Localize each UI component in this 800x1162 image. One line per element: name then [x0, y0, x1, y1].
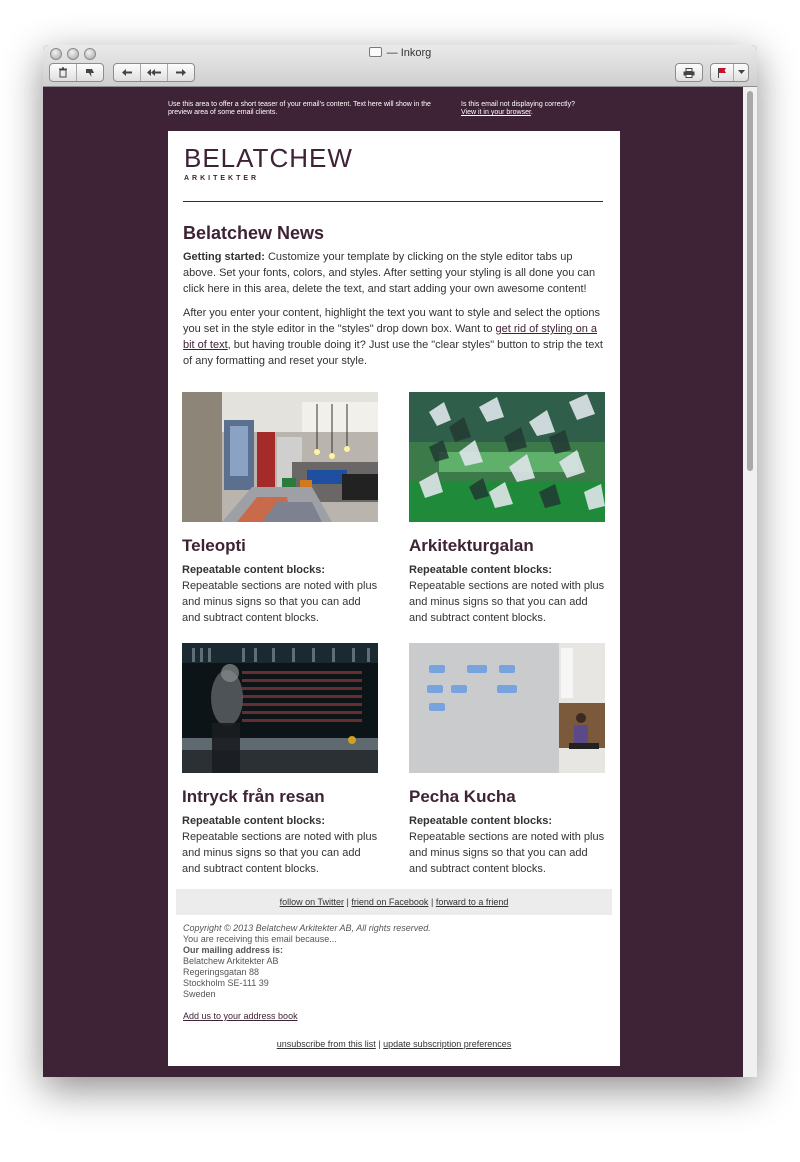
newsletter-headline: Belatchew News [183, 223, 325, 243]
address-line: Sweden [183, 989, 216, 999]
copyright-text: Copyright © 2013 Belatchew Arkitekter AB, All rights reserved. [183, 923, 431, 933]
view-in-browser-link[interactable]: View it in your browser [461, 109, 531, 116]
flag-dropdown-button[interactable] [734, 64, 748, 81]
add-to-address-book-link[interactable]: Add us to your address book [183, 1011, 298, 1021]
card-text: Repeatable content blocks: Repeatable sections are noted with plus and minus signs so that you can add and subtract content blocks. [409, 564, 605, 624]
reply-all-icon [146, 68, 162, 77]
logo-name: BELATCHEW [184, 143, 353, 173]
intro-text: Customize your template by clicking on the style editor tabs up above. Set your fonts, colors, and styles. After setting your styling is all done you can click here in this area, delete the text, and start adding your own awesome content! [183, 251, 596, 295]
update-preferences-link[interactable]: update subscription preferences [383, 1039, 512, 1049]
vertical-scrollbar[interactable] [743, 87, 757, 1077]
content-card-arkitekturgalan [409, 392, 606, 626]
card-title: Pecha Kucha [409, 787, 516, 806]
teleopti-photo [182, 392, 378, 522]
reply-icon [121, 68, 133, 77]
printer-icon [683, 68, 695, 78]
intryck-photo [182, 643, 378, 773]
card-title: Arkitekturgalan [409, 536, 534, 555]
friend-on-facebook-link[interactable]: friend on Facebook [351, 897, 429, 907]
delete-junk-group [49, 63, 104, 82]
arkitekturgalan-photo [409, 392, 605, 522]
preheader-browser: Is this email not displaying correctly? View it in your browser. [461, 101, 621, 117]
address-line: Belatchew Arkitekter AB [183, 956, 279, 966]
flag-icon [717, 67, 727, 78]
header-divider [183, 201, 603, 202]
receiving-text: You are receiving this email because... [183, 934, 337, 944]
trash-icon [58, 67, 68, 78]
scrollbar-thumb[interactable] [747, 91, 753, 471]
address-line: Stockholm SE-111 39 [183, 978, 269, 988]
styles-paragraph: After you enter your content, highlight the text you want to style and select the options you set in the style editor in the "styles" drop down box. Want to get rid of styling on a bit of text, but having trouble doing it? Just use the "clear styles" button to strip the text of any formatting and reset your style. [183, 307, 603, 367]
thumbs-down-icon [85, 68, 96, 78]
print-group [675, 63, 703, 82]
unsubscribe-link[interactable]: unsubscribe from this list [276, 1039, 376, 1049]
not-displaying-text: Is this email not displaying correctly? [461, 101, 575, 108]
forward-button[interactable] [168, 64, 194, 81]
chevron-down-icon [738, 70, 745, 75]
social-links-bar: follow on Twitter | friend on Facebook | forward to a friend [176, 889, 612, 915]
window-title-area [43, 47, 757, 59]
flag-button[interactable] [711, 64, 734, 81]
card-title: Intryck från resan [182, 787, 325, 806]
follow-on-twitter-link[interactable]: follow on Twitter [279, 897, 344, 907]
mailing-address-label: Our mailing address is: [183, 945, 284, 955]
logo-subtitle: ARKITEKTER [184, 175, 260, 182]
content-card-intryck [182, 643, 379, 877]
content-card-pecha-kucha [409, 643, 606, 877]
intro-paragraph [183, 249, 605, 297]
flag-group [710, 63, 749, 82]
delete-button[interactable] [50, 64, 77, 81]
logo [184, 143, 353, 182]
pecha-kucha-photo [409, 643, 605, 773]
reply-all-button[interactable] [141, 64, 168, 81]
email-body [168, 131, 620, 1066]
window-title: — Inkorg [386, 47, 432, 59]
card-title: Teleopti [182, 536, 246, 555]
title-bar [43, 45, 757, 87]
card-text: Repeatable content blocks: Repeatable sections are noted with plus and minus signs so that you can add and subtract content blocks. [182, 564, 378, 624]
footer [183, 923, 603, 1022]
unsubscribe-row: unsubscribe from this list | update subscription preferences [276, 1039, 512, 1049]
forward-icon [175, 68, 187, 77]
mail-window [43, 45, 757, 1077]
print-button[interactable] [676, 64, 702, 81]
content-card-teleopti [182, 392, 379, 626]
intro-bold: Getting started: [183, 251, 265, 263]
reply-button[interactable] [114, 64, 141, 81]
forward-to-friend-link[interactable]: forward to a friend [435, 897, 509, 907]
preheader-teaser: Use this area to offer a short teaser of your email's content. Text here will show in the preview area of some email clients. [168, 101, 431, 116]
address-line: Regeringsgatan 88 [183, 967, 260, 977]
envelope-icon [369, 47, 382, 57]
card-text: Repeatable content blocks: Repeatable sections are noted with plus and minus signs so that you can add and subtract content blocks. [182, 815, 378, 875]
reply-group [113, 63, 195, 82]
card-text: Repeatable content blocks: Repeatable sections are noted with plus and minus signs so that you can add and subtract content blocks. [409, 815, 605, 875]
junk-button[interactable] [77, 64, 103, 81]
styling-link[interactable]: get rid of styling on a bit of text [183, 323, 598, 351]
